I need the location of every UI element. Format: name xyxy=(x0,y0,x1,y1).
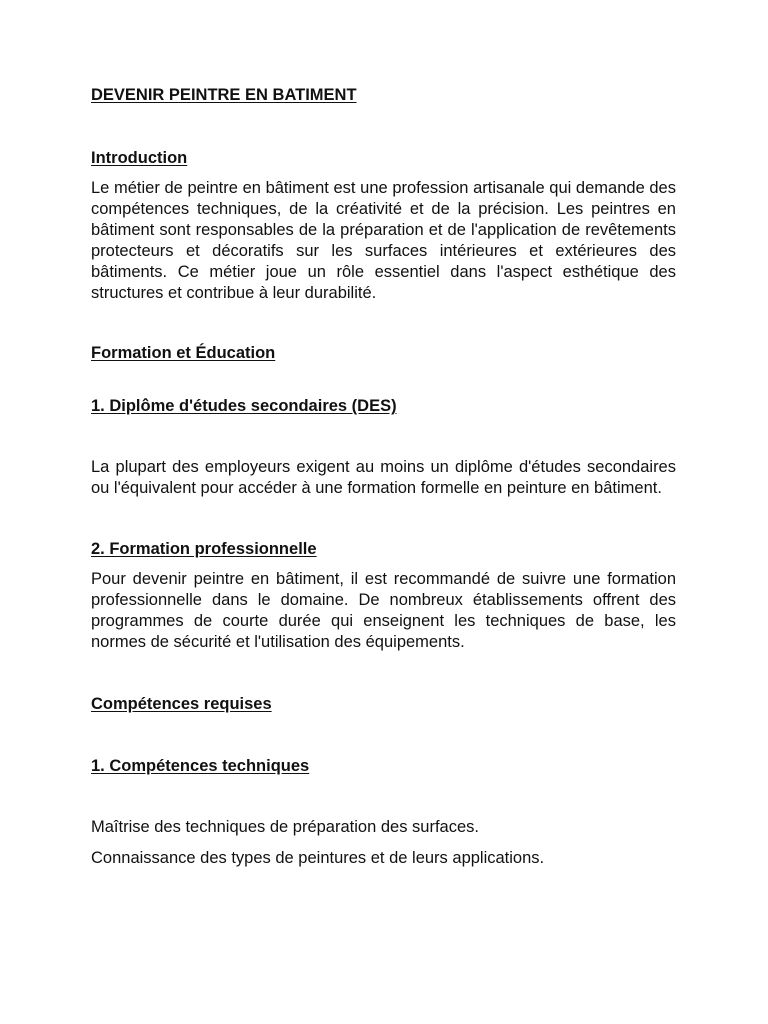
techniques-item-2: Connaissance des types de peintures et de leurs applications. xyxy=(91,849,545,867)
techniques-item-1: Maîtrise des techniques de préparation des surfaces. xyxy=(91,818,479,836)
techniques-heading: 1. Compétences techniques xyxy=(91,757,310,775)
competences-heading: Compétences requises xyxy=(91,695,272,713)
document-page xyxy=(91,85,676,869)
document-title: DEVENIR PEINTRE EN BATIMENT xyxy=(91,86,357,104)
intro-paragraph: Le métier de peintre en bâtiment est une profession artisanale qui demande des compétences techniques, de la créativité et de la précision. Les peintres en bâtiment sont responsables de la préparation et de l'application de revêtements protecteurs et décoratifs sur les surfaces intérieures et extérieures des bâtiments. Ce métier joue un rôle essentiel dans l'aspect esthétique des structures et contribue à leur durabilité. xyxy=(91,179,676,302)
formation-heading: Formation et Éducation xyxy=(91,344,276,362)
des-heading: 1. Diplôme d'études secondaires (DES) xyxy=(91,397,397,415)
pro-paragraph: Pour devenir peintre en bâtiment, il est recommandé de suivre une formation professionnelle dans le domaine. De nombreux établissements offrent des programmes de courte durée qui enseignent les techniques de base, les normes de sécurité et l'utilisation des équipements. xyxy=(91,570,676,651)
des-paragraph: La plupart des employeurs exigent au moins un diplôme d'études secondaires ou l'équivalent pour accéder à une formation formelle en peinture en bâtiment. xyxy=(91,458,676,497)
intro-heading: Introduction xyxy=(91,149,188,167)
pro-heading: 2. Formation professionnelle xyxy=(91,540,317,558)
